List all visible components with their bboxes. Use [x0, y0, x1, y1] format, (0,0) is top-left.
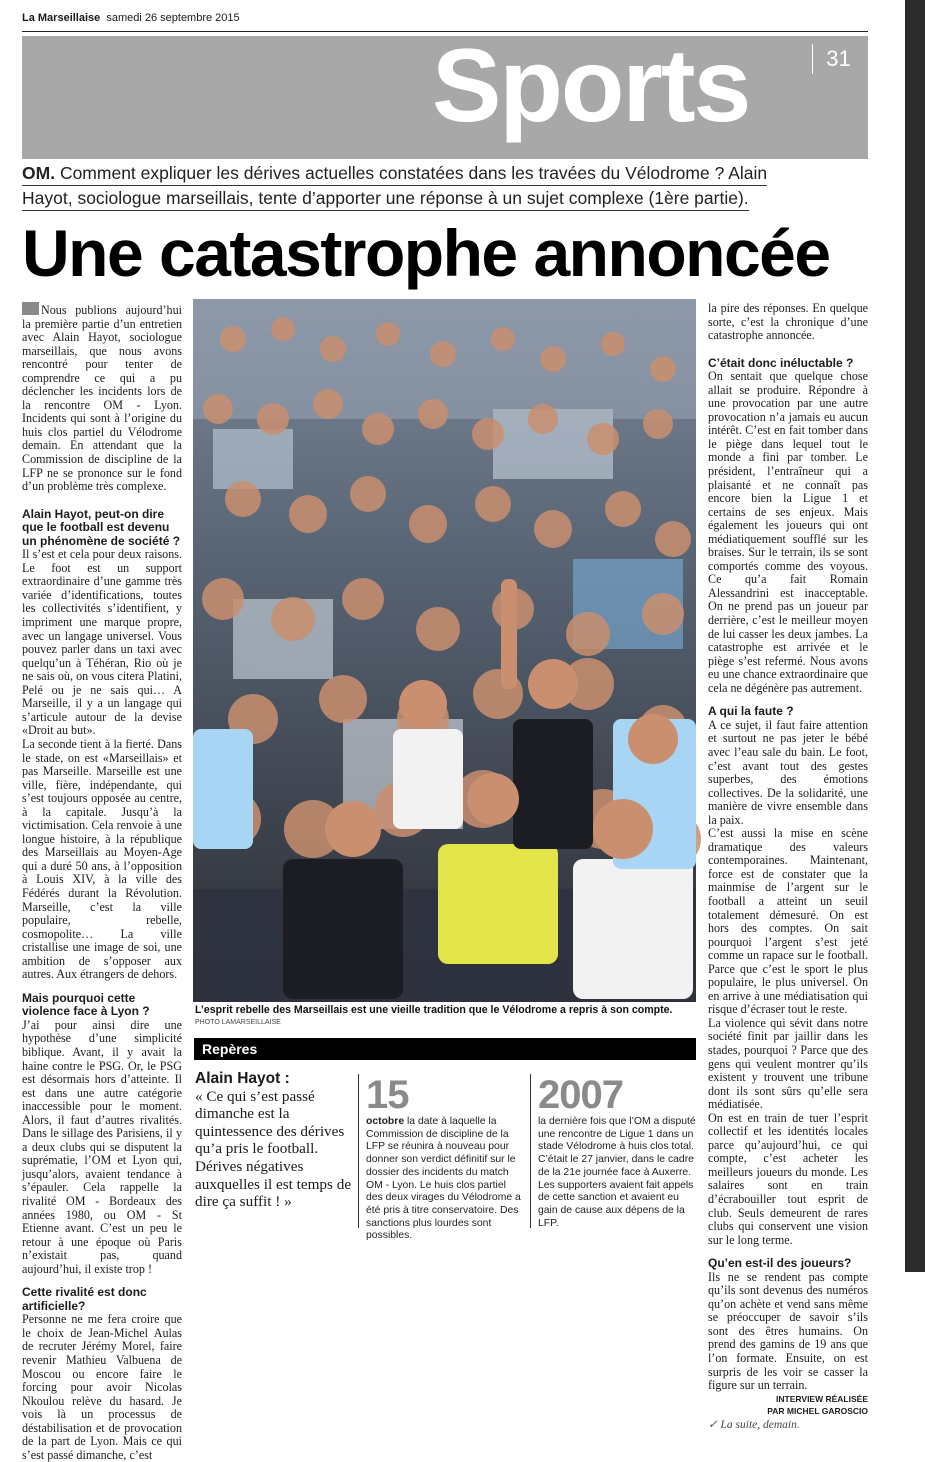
answer-paragraph: C’est aussi la mise en scène dramatique des valeurs contemporaines. Maintenant, force est de constater que la mainmise de l’argent sur le football a atteint un seuil totalement démesuré. On est hors des comptes. On sait pourquoi l’argent s’est jeté comme un rapace sur le football. Parce que c’est le sport le plus populaire, le plus universel. On en arrive à une médiatisation qui risque d’écraser tout le reste. — [708, 826, 868, 1017]
column-divider — [530, 1074, 531, 1228]
article-column-right — [708, 302, 868, 1432]
standfirst — [22, 162, 822, 212]
fact-box-1 — [366, 1074, 524, 1243]
fact-box-2 — [538, 1074, 696, 1230]
crowd-photo — [193, 299, 696, 1002]
fact-number: 15 — [366, 1073, 409, 1117]
quote-text: « Ce qui s’est passé dimanche est la quintessence des dérives qu’a pris le football. Dérives négatives auxquelles il est temps de dire ça suffit ! » — [195, 1087, 352, 1211]
column-divider — [358, 1074, 359, 1228]
question: Alain Hayot, peut-on dire que le football est devenu un phénomène de société ? — [22, 506, 181, 548]
answer-paragraph: On sentait que quelque chose allait se produire. Répondre à une provocation par une autre provocation n’a jamais eu aucun intérêt. C’est en fait tomber dans le piège dans lequel tout le monde a fini par tomber. Le président, l’entraîneur qui a plaisanté et ne connaît pas encore bien la Ligue 1 et certains de ses enjeux. Mais également les joueurs qui ont médiatiquement soufflé sur les braises. Sur le terrain, ils se sont comportés comme des voyous. Ce qu’a fait Romain Alessandrini est inacceptable. On ne prend pas un joueur par derrière, c’est le meilleur moyen de lui casser les deux jambes. La catastrophe est arrivée et le piège s’est refermé. Nous avons eu une chance extraordinaire que cela ne dégénère pas autrement. — [708, 369, 868, 695]
answer-paragraph: la pire des réponses. En quelque sorte, c’est la chronique d’une catastrophe annoncée. — [708, 301, 868, 343]
standfirst-tag: OM. — [22, 163, 56, 183]
standfirst-line-1: OM. Comment expliquer les dérives actuelles constatées dans les travées du Vélodrome ? Alain — [22, 162, 767, 186]
answer-paragraph: Personne ne me fera croire que le choix de Jean-Michel Aulas de recruter Jérémy Morel, faire revenir Mathieu Valbuena de Moscou ou encore faire le forcing pour avoir Nicolas Nkoulou relève du hasard. Je vois là un processus de déstabilisation et de provocation de la part de Lyon. Mais ce qui s’est passé dimanche, c’est — [22, 1312, 182, 1462]
intro-paragraph: Nous publions aujourd’hui la première partie d’un entretien avec Alain Hayot, sociologue marseillais, que nous avons rencontré pour tenter de comprendre ce qui a pu déclencher les incidents lors de la rencontre OM - Lyon. Incidents qui sont à l’origine du huis clos partiel du Vélodrome demain. En attendant que la Commission de discipline de la LFP ne se prononce sur le fond d’un problème très complexe. — [22, 303, 182, 494]
answer-paragraph: La seconde tient à la fierté. Dans le stade, on est «Marseillais» et pas Marseille. Marseille est une ville, fière, indépendante, qui s’est toujours opposée au centre, à la capitale. Jusqu’à la victimisation. Cela renvoie à une longue histoire, à la république des Marseillais au Moyen-Age qui a duré 50 ans, à l’opposition à Louis XIV, à la ville des Fédérés durant la Révolution. Marseille, c’est la ville populaire, rebelle, cosmopolite… La ville cristallise une image de soi, une ambition de s’opposer aux autres. Aux étrangers de dehors. — [22, 736, 182, 982]
answer-paragraph: A ce sujet, il faut faire attention et surtout ne pas jeter le bébé avec l’eau sale du bain. Le foot, c’est avant tout des gestes superbes, des émotions collectives. De la solidarité, une manière de vivre ensemble dans la paix. — [708, 717, 868, 827]
continued-note: ✓ La suite, demain. — [708, 1418, 800, 1431]
lead-square-icon — [22, 302, 39, 315]
question: A qui la faute ? — [708, 704, 794, 719]
question: Cette rivalité est donc artificielle? — [22, 1285, 147, 1313]
answer-paragraph: On est en train de tuer l’esprit collectif et les identités locales parce qu’aujourd’hui, ce qui compte, c’est acheter les meilleurs joueurs du monde. Les salaires sont en train d’écrabouiller tout esprit de club. Seuls demeurent de rares clubs qui conservent une vision sur le long terme. — [708, 1110, 868, 1247]
fact-text: octobre la date à laquelle la Commission de discipline de la LFP se réunira à nouveau pour donner son verdict définitif sur le dossier des incidents du match OM - Lyon. Le huis clos partiel des deux virages du Vélodrome a été pris à titre conservatoire. Des sanctions plus lourdes sont possibles. — [366, 1116, 521, 1242]
answer-paragraph: Il s’est et cela pour deux raisons. Le foot est un support extraordinaire d’une gamme très variée d’identifications, toutes les collectivités s’identifient, y impriment une marque propre, avec un langage universel. Vous pouvez parler dans un taxi avec quelqu’un à Téhéran, Rio où je ne sais où, on vous citera Platini, Pelé ou je ne sais qui… A Marseille, il y a un langage qui s’articule autour de la devise «Droit au but». — [22, 547, 182, 738]
answer-paragraph: La violence qui sévit dans notre société finit par jaillir dans les stades, pourquoi ? Parce que des gens qui veulent montrer qu’ils existent y trouvent une tribune dont ils sont sûrs qu’elle sera médiatisée. — [708, 1015, 868, 1112]
standfirst-line-2: Hayot, sociologue marseillais, tente d’apporter une réponse à un sujet complexe (1ère partie). — [22, 187, 749, 211]
page-edge — [905, 0, 925, 1272]
question: C’était donc inéluctable ? — [708, 355, 854, 370]
question: Qu’en est-il des joueurs? — [708, 1256, 852, 1271]
answer-paragraph: J’ai pour ainsi dire une hypothèse d’une simplicité biblique. Avant, il y avait la haine contre le PSG. Or, le PSG est désormais hors d’atteinte. Il est dans une autre catégorie inaccessible pour le moment. Alors, il faut d’autres rivalités. Dans le sillage des Parisiens, il y a deux clubs qui se disputent la suprématie, l’OM et Lyon qui, jusqu’alors, avaient tendance à s’épauler. Cela rappelle la rivalité OM - Bordeaux des années 1980, ou OM - St Etienne avant. C’est un peu le retour à une époque où Paris n’existait pas, quand aujourd’hui, il existe trop ! — [22, 1017, 182, 1276]
page-number: 31 — [812, 44, 864, 74]
section-title: Sports — [432, 28, 750, 144]
answer-paragraph: Ils ne se rendent pas compte qu’ils sont devenus des numéros qu’on achète et vend sans même se préoccuper de savoir s’ils sont des êtres humains. On prend des gamins de 19 ans que l’on formate. Ensuite, on est surpris de les voir se casser la figure sur un terrain. — [708, 1269, 868, 1393]
issue-date: samedi 26 septembre 2015 — [106, 12, 240, 24]
newspaper-name: La Marseillaise — [22, 12, 101, 24]
quote-author: Alain Hayot : — [195, 1070, 290, 1087]
reperes-title: Repères — [202, 1041, 258, 1057]
crowd-photo-image — [193, 299, 696, 1002]
photo-credit: PHOTO LAMARSEILLAISE — [195, 1019, 281, 1026]
fact-number: 2007 — [538, 1073, 623, 1117]
byline: INTERVIEW RÉALISÉE PAR MICHEL GAROSCIO — [767, 1393, 868, 1416]
fact-text: la dernière fois que l’OM a disputé une rencontre de Ligue 1 dans un stade Vélodrome à huis clos total. C’était le 27 janvier, dans le cadre de la 21e journée face à Auxerre. Les supporters avaient fait appels de cette sanction et avaient eu gain de cause aux dépens de la LFP. — [538, 1116, 696, 1229]
photo-caption: L’esprit rebelle des Marseillais est une vieille tradition que le Vélodrome a repris à son compte. — [195, 1004, 673, 1016]
headline: Une catastrophe annoncée — [22, 216, 830, 290]
pull-quote — [195, 1070, 353, 1211]
article-column-left — [22, 302, 182, 1462]
question: Mais pourquoi cette violence face à Lyon ? — [22, 990, 150, 1019]
check-icon: ✓ — [708, 1418, 718, 1431]
reperes-header — [194, 1038, 696, 1060]
